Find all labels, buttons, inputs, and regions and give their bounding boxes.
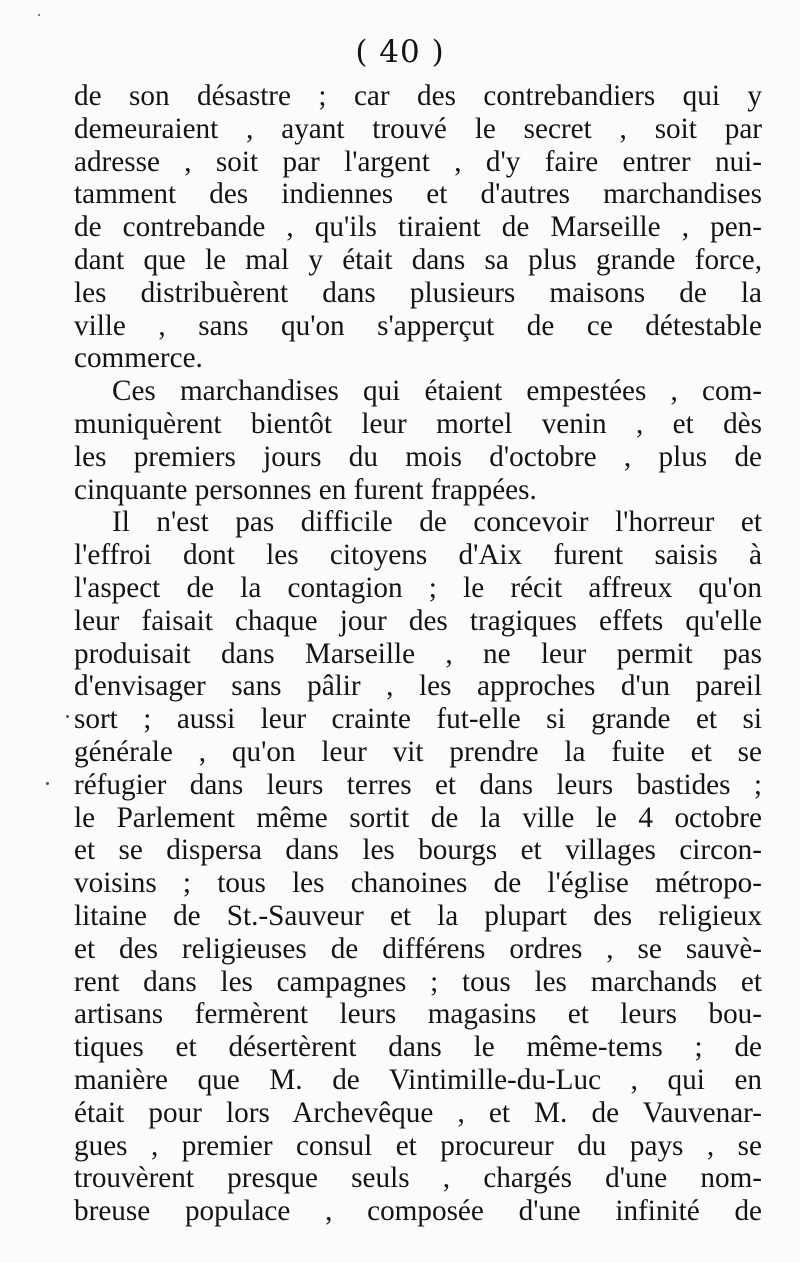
text-line: et des religieuses de différens ordres , se sauvè-	[74, 932, 762, 965]
text-line: le Parlement même sortit de la ville le 4 octobre	[74, 801, 762, 834]
text-line: produisait dans Marseille , ne leur permit pas	[74, 637, 762, 670]
text-line: les distribuèrent dans plusieurs maisons de la	[74, 276, 762, 309]
text-line: tamment des indiennes et d'autres marchandises	[74, 178, 762, 211]
text-line: l'aspect de la contagion ; le récit affreux qu'on	[74, 571, 762, 604]
page-number: ( 40 )	[355, 34, 445, 70]
print-speck	[46, 782, 49, 785]
text-line: réfugier dans leurs terres et dans leurs bastides ;	[74, 768, 762, 801]
text-line: d'envisager sans pâlir , les approches d'un pareil	[74, 670, 762, 703]
text-line: Ces marchandises qui étaient empestées , com-	[112, 375, 762, 408]
text-line: de son désastre ; car des contrebandiers qui y	[74, 80, 762, 112]
text-line: breuse populace , composée d'une infinité de	[74, 1195, 762, 1228]
text-line: voisins ; tous les chanoines de l'église métropo-	[74, 867, 762, 900]
text-line: ville , sans qu'on s'apperçut de ce détestable	[74, 309, 762, 342]
print-speck	[66, 715, 69, 718]
text-line: les premiers jours du mois d'octobre , plus de	[74, 440, 762, 473]
text-line: manière que M. de Vintimille-du-Luc , qui en	[74, 1063, 762, 1096]
text-line: dant que le mal y était dans sa plus grande force,	[74, 243, 762, 276]
text-line: cinquante personnes en furent frappées.	[74, 473, 537, 506]
text-line: générale , qu'on leur vit prendre la fuite et se	[74, 735, 762, 768]
text-line: gues , premier consul et procureur du pays , se	[74, 1129, 762, 1162]
text-line: muniquèrent bientôt leur mortel venin , et dès	[74, 407, 762, 440]
print-speck	[38, 14, 40, 16]
text-line: était pour lors Archevêque , et M. de Vauvenar-	[74, 1096, 762, 1129]
text-line: tiques et désertèrent dans le même-tems ; de	[74, 1031, 762, 1064]
body-text	[74, 80, 762, 1228]
text-line: leur faisait chaque jour des tragiques effets qu'elle	[74, 604, 762, 637]
text-line: litaine de St.-Sauveur et la plupart des religieux	[74, 899, 762, 932]
text-line: Il n'est pas difficile de concevoir l'horreur et	[112, 506, 762, 539]
text-line: demeuraient , ayant trouvé le secret , soit par	[74, 112, 762, 145]
text-line: adresse , soit par l'argent , d'y faire entrer nui-	[74, 145, 762, 178]
text-line: artisans fermèrent leurs magasins et leurs bou-	[74, 998, 762, 1031]
text-line: sort ; aussi leur crainte fut-elle si grande et si	[74, 703, 762, 736]
text-line: rent dans les campagnes ; tous les marchands et	[74, 965, 762, 998]
text-line: l'effroi dont les citoyens d'Aix furent saisis à	[74, 539, 762, 572]
text-line: et se dispersa dans les bourgs et villages circon-	[74, 834, 762, 867]
text-line: commerce.	[74, 342, 203, 375]
text-line: de contrebande , qu'ils tiraient de Marseille , pen-	[74, 211, 762, 244]
text-line: trouvèrent presque seuls , chargés d'une nom-	[74, 1162, 762, 1195]
